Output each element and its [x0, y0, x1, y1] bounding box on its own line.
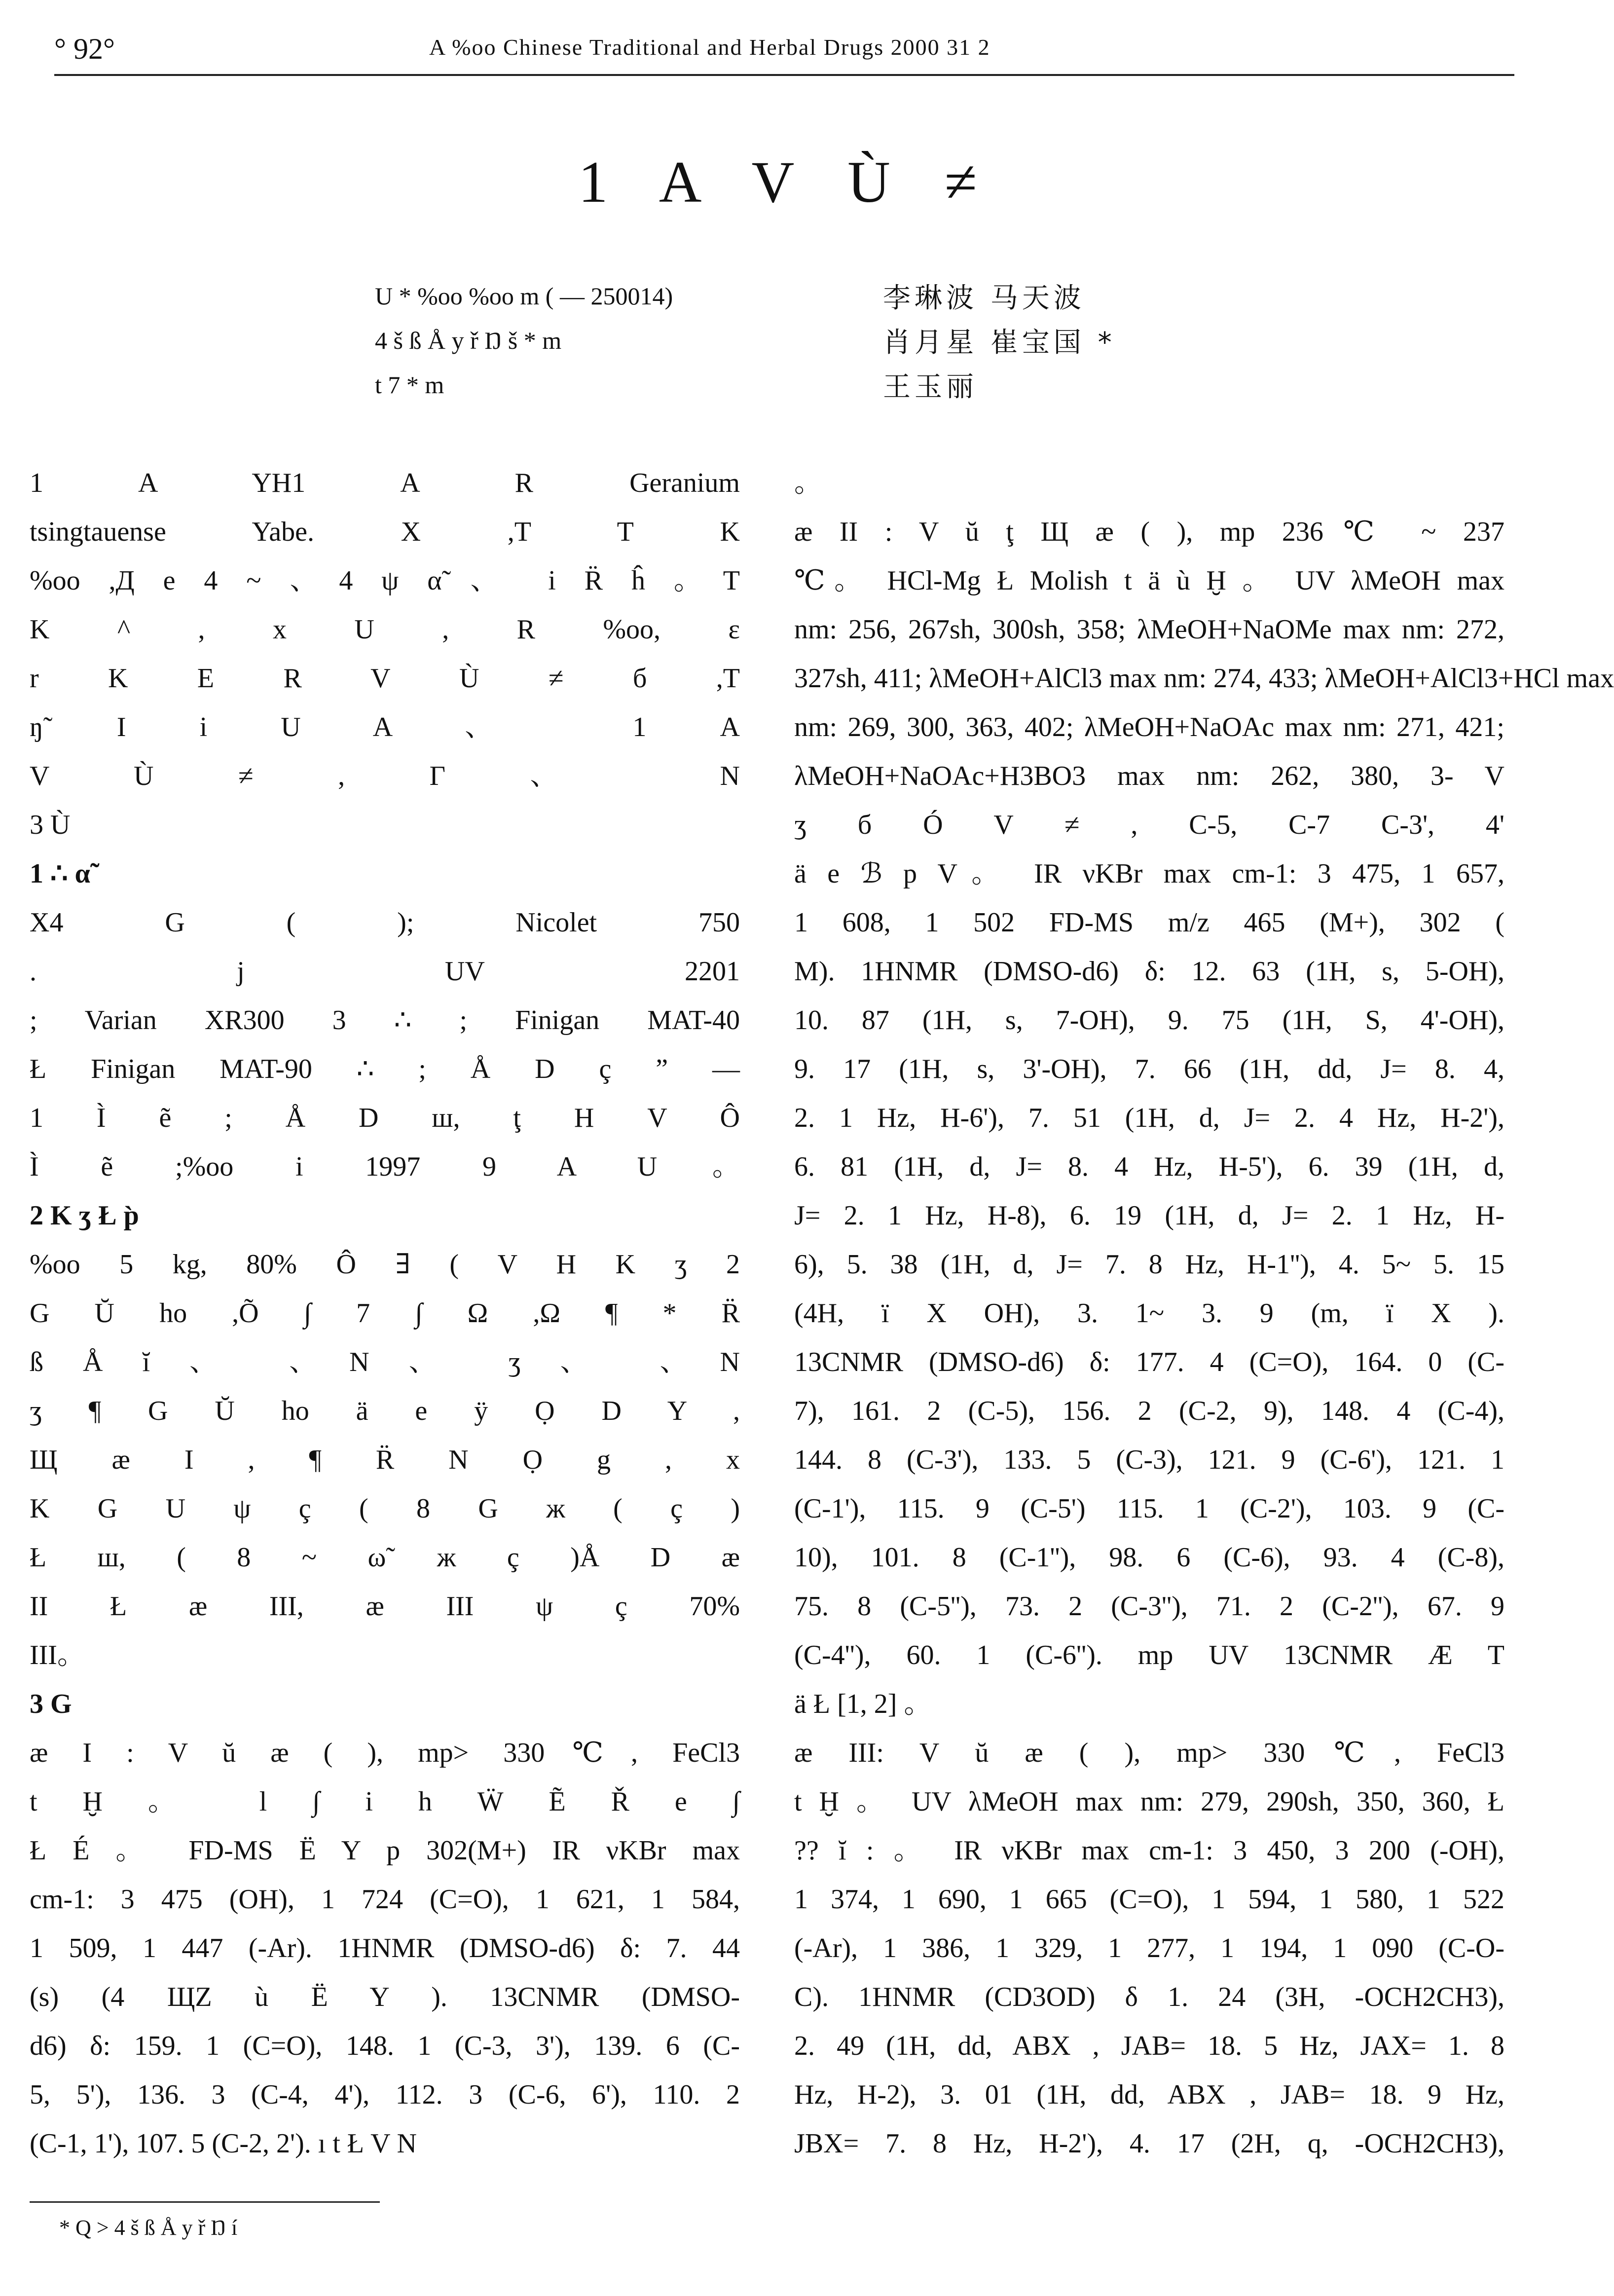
text-line: 1 ∴ α̃ — [30, 858, 90, 889]
text-line: ʒ б Ó V ≠ , C-5, C-7 C-3', 4' — [794, 810, 1504, 840]
text-line: C). 1HNMR (CD3OD) δ 1. 24 (3H, -OCH2CH3), — [794, 1982, 1504, 2012]
text-line: JBX= 7. 8 Hz, H-2'), 4. 17 (2H, q, -OCH2CH3), — [794, 2128, 1504, 2159]
text-line: 7), 161. 2 (C-5), 156. 2 (C-2, 9), 148. 4 (C-4), — [794, 1396, 1504, 1426]
text-line: 75. 8 (C-5''), 73. 2 (C-3''), 71. 2 (C-2''), 67. 9 — [794, 1591, 1504, 1622]
text-line: 1 A YH1 A R Geranium — [30, 468, 740, 498]
text-line: 144. 8 (C-3'), 133. 5 (C-3), 121. 9 (C-6'), 121. 1 — [794, 1444, 1504, 1475]
author-names: 肖月星 崔宝国 * — [883, 327, 1116, 359]
page-number: ° 92° — [54, 33, 115, 65]
text-line: . j UV 2201 — [30, 956, 740, 987]
text-line: 10), 101. 8 (C-1''), 98. 6 (C-6), 93. 4 (C-8), — [794, 1542, 1504, 1573]
text-line: 1 Ì ẽ ; Å D ш, ţ Н V Ô — [30, 1103, 740, 1133]
text-line: (-Ar), 1 386, 1 329, 1 277, 1 194, 1 090 (C-O- — [794, 1933, 1504, 1963]
text-line: (4H, ï X OH), 3. 1~ 3. 9 (m, ï X ). — [794, 1298, 1504, 1329]
footnote-divider — [30, 2201, 380, 2203]
text-line: 6. 81 (1H, d, J= 8. 4 Hz, H-5'), 6. 39 (1H, d, — [794, 1151, 1504, 1182]
text-line: λMeOH+NaOAc+H3BO3 max nm: 262, 380, 3- V — [794, 761, 1504, 791]
text-line: 327sh, 411; λMeOH+AlCl3 max nm: 274, 433; λMeOH+AlCl3+HCl max — [794, 663, 1614, 694]
text-line: ; Varian XR300 3 ∴ ; Finigan MAT-40 — [30, 1005, 740, 1036]
author-names: 王玉丽 — [883, 371, 978, 403]
text-line: (C-1, 1'), 107. 5 (C-2, 2'). ı t Ł V N — [30, 2128, 417, 2159]
text-line: 3 Ù — [30, 810, 71, 840]
text-line: III。 — [30, 1640, 85, 1670]
text-line: Ł ш, ( 8 ~ ω̃ ж ç )Å D ӕ — [30, 1542, 740, 1573]
text-line: 1 374, 1 690, 1 665 (C=O), 1 594, 1 580, 1 522 — [794, 1884, 1504, 1915]
text-line: Ł Finigan MAT-90 ∴ ; Å D ç ” — — [30, 1054, 740, 1084]
journal-running-head: A %oo Chinese Traditional and Herbal Drugs 2000 31 2 — [429, 35, 990, 60]
text-line: 2. 49 (1H, dd, ABX , JAB= 18. 5 Hz, JAX= 1. 8 — [794, 2031, 1504, 2061]
text-line: J= 2. 1 Hz, H-8), 6. 19 (1H, d, J= 2. 1 Hz, H- — [794, 1200, 1504, 1231]
text-line: 2. 1 Hz, H-6'), 7. 51 (1H, d, J= 2. 4 Hz, H-2'), — [794, 1103, 1504, 1133]
text-line: t Ḫ 。 l ∫ i h Ẅ Ẽ Ř e ∫ — [30, 1786, 740, 1817]
footnote: * Q > 4 š ß Å y ř Ŋ í — [59, 2216, 238, 2240]
affiliation: t 7 * m — [375, 371, 444, 399]
text-line: ß Å ĭ 、 、N 、 ʒ 、 、N — [30, 1347, 740, 1377]
text-line: V Ù ≠ , Γ 、 N — [30, 761, 740, 791]
text-line: ℃。 HCl-Mg Ł Molish t ä ù Ḫ 。 UV λMeOH max — [794, 565, 1504, 596]
left-text-column — [30, 459, 740, 2168]
text-line: K G U ψ ç ( 8 G ж ( ç ) — [30, 1493, 740, 1524]
text-line: G Ŭ ho ,Õ ∫ 7 ∫ Ω ,Ω ¶ * R̈ — [30, 1298, 740, 1329]
text-line: cm-1: 3 475 (OH), 1 724 (C=O), 1 621, 1 584, — [30, 1884, 740, 1915]
text-line: tsingtauense Yabe. X ,T T K — [30, 517, 740, 547]
text-line: X4 G ( ); Nicolet 750 — [30, 907, 740, 938]
text-line: 。 — [794, 468, 822, 498]
page-header — [54, 27, 1514, 76]
text-line: nm: 269, 300, 363, 402; λMeOH+NaOAc max nm: 271, 421; — [794, 712, 1504, 742]
text-line: ä e ℬ p V。 IR νKBr max cm-1: 3 475, 1 657, — [794, 858, 1504, 889]
text-line: t Ḫ 。 UV λMeOH max nm: 279, 290sh, 350, 360, Ł — [794, 1786, 1504, 1817]
article-title: 1 A V Ù ≠ — [578, 149, 997, 215]
text-line: 1 608, 1 502 FD-MS m/z 465 (M+), 302 ( — [794, 907, 1504, 938]
text-line: 9. 17 (1H, s, 3'-OH), 7. 66 (1H, dd, J= 8. 4, — [794, 1054, 1504, 1084]
text-line: 2 K ʒ Ł p̀ — [30, 1200, 139, 1231]
text-line: ä Ł [1, 2] 。 — [794, 1689, 932, 1719]
text-line: (s) (4 ЩZ ù Ë Y ). 13CNMR (DMSO- — [30, 1982, 740, 2012]
text-line: d6) δ: 159. 1 (C=O), 148. 1 (C-3, 3'), 139. 6 (C- — [30, 2031, 740, 2061]
text-line: (C-1'), 115. 9 (C-5') 115. 1 (C-2'), 103. 9 (C- — [794, 1493, 1504, 1524]
text-line: 3 G — [30, 1689, 72, 1719]
text-line: ŋ̃ I i U A 、 1 A — [30, 712, 740, 742]
text-line: ӕ II : V ŭ ţ Щ ӕ ( ), mp 236℃ ~ 237 — [794, 517, 1504, 547]
text-line: %oo ,Д e 4 ~ 、4 ψ α̃ 、 i R̈ ĥ 。T — [30, 565, 740, 596]
author-row — [375, 274, 1263, 318]
affiliation: U * %oo %oo m ( — 250014) — [375, 282, 673, 310]
text-line: 13CNMR (DMSO-d6) δ: 177. 4 (C=O), 164. 0 (C- — [794, 1347, 1504, 1377]
text-line: nm: 256, 267sh, 300sh, 358; λMeOH+NaOMe max nm: 272, — [794, 614, 1504, 645]
text-line: ʒ ¶ G Ŭ ho ä e ÿ Ọ D Y , — [30, 1396, 740, 1426]
text-line: (C-4''), 60. 1 (C-6''). mp UV 13CNMR Æ T — [794, 1640, 1504, 1670]
text-line: Ł É 。 FD-MS Ë Y p 302(M+) IR νKBr max — [30, 1835, 740, 1866]
text-line: r K E R V Ù ≠ б ,T — [30, 663, 740, 694]
text-line: K ^ , x U , R %oo, ε — [30, 614, 740, 645]
text-line: 6), 5. 38 (1H, d, J= 7. 8 Hz, H-1''), 4. 5~ 5. 15 — [794, 1249, 1504, 1280]
text-line: II Ł ӕ III, ӕ III ψ ç 70% — [30, 1591, 740, 1622]
text-line: Щ ӕ I , ¶ R̈ N Ọ g , x — [30, 1444, 740, 1475]
text-line: Hz, H-2), 3. 01 (1H, dd, ABX , JAB= 18. 9 Hz, — [794, 2079, 1504, 2110]
author-row — [375, 318, 1263, 363]
text-line: Ì ẽ ;%oo i 1997 9 A U。 — [30, 1151, 740, 1182]
text-line: ӕ III: V ŭ ӕ ( ), mp> 330℃, FeCl3 — [794, 1738, 1504, 1768]
text-line: M). 1HNMR (DMSO-d6) δ: 12. 63 (1H, s, 5-OH), — [794, 956, 1504, 987]
text-line: 10. 87 (1H, s, 7-OH), 9. 75 (1H, S, 4'-OH), — [794, 1005, 1504, 1036]
text-line: ?? ĭ : 。 IR νKBr max cm-1: 3 450, 3 200 (-OH), — [794, 1835, 1504, 1866]
right-text-column — [794, 459, 1614, 2168]
text-line: ӕ I : V ŭ ӕ ( ), mp> 330℃, FeCl3 — [30, 1738, 740, 1768]
text-line: 5, 5'), 136. 3 (C-4, 4'), 112. 3 (C-6, 6'), 110. 2 — [30, 2079, 740, 2110]
text-line: %oo 5 kg, 80% Ô ∃ ( V H K ʒ 2 — [30, 1249, 740, 1280]
text-line: 1 509, 1 447 (-Ar). 1HNMR (DMSO-d6) δ: 7. 44 — [30, 1933, 740, 1963]
author-block — [375, 274, 1263, 407]
author-row — [375, 363, 1263, 407]
affiliation: 4 š ß Å y ř Ŋ š * m — [375, 327, 562, 354]
author-names: 李琳波 马天波 — [883, 282, 1085, 314]
